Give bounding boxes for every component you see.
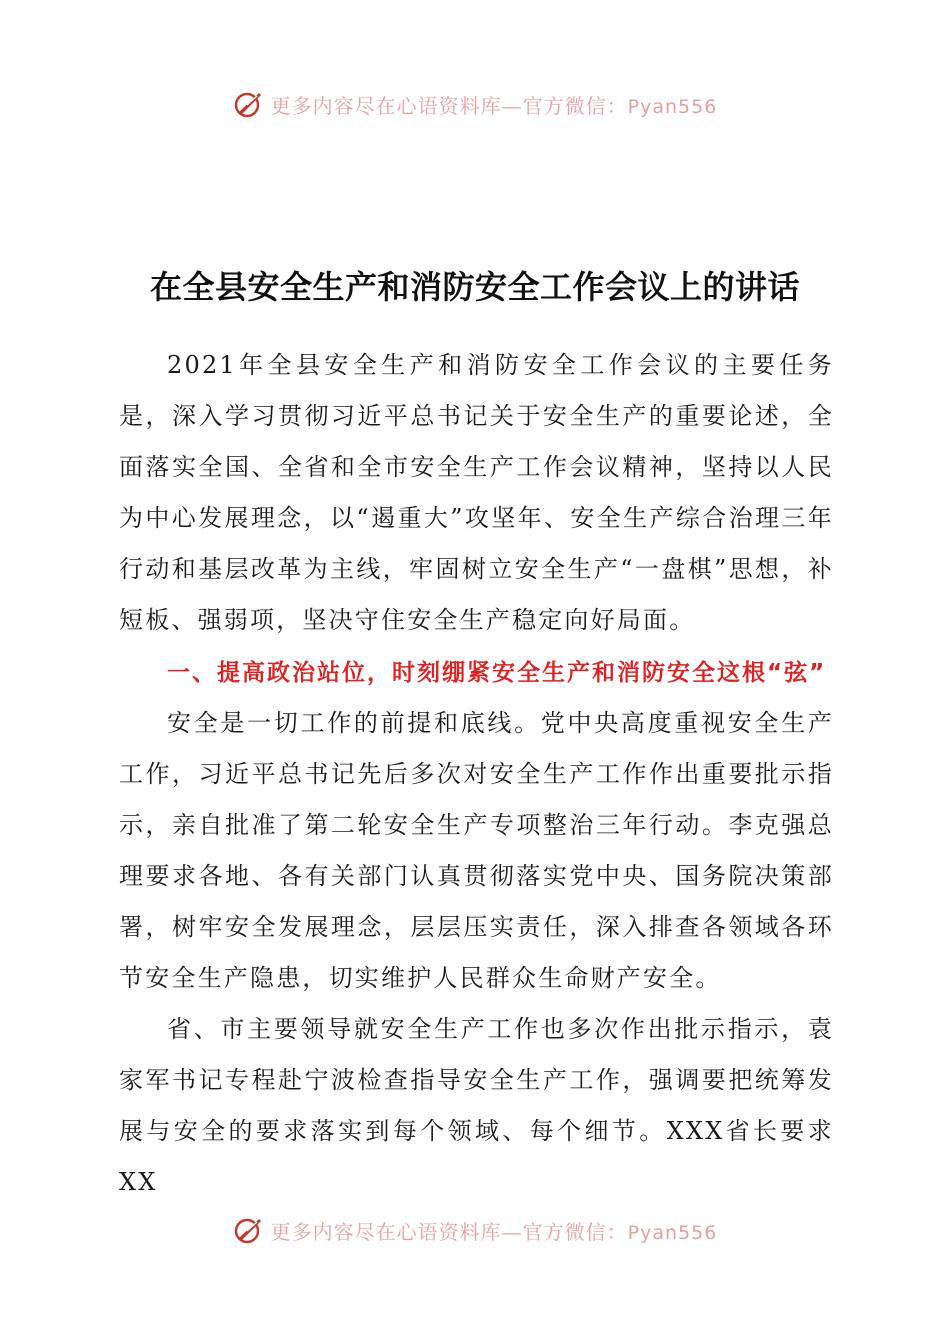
watermark-text: 更多内容尽在心语资料库—官方微信：Pyan556 <box>270 93 718 118</box>
document-title: 在全县安全生产和消防安全工作会议上的讲话 <box>149 268 800 306</box>
watermark-wechat-id: Pyan556 <box>627 95 718 118</box>
section-heading-1: 一、提高政治站位，时刻绷紧安全生产和消防安全这根“弦” <box>167 660 827 686</box>
body-paragraph-2: 安全是一切工作的前提和底线。党中央高度重视安全生产工作，习近平总书记先后多次对安全生产工作作出重要批示指示，亲自批准了第二轮安全生产专项整治三年行动。李克强总理要求各地、各有关部门认真贯彻落实党中央、国务院决策部署，树牢安全发展理念，层层压实责任，深入排查各领域各环节安全生产隐患，切实维护人民群众生命财产安全。 <box>119 709 834 992</box>
watermark-bottom <box>0 1210 950 1250</box>
document-body <box>119 340 834 1208</box>
watermark-top <box>0 84 950 124</box>
body-paragraph-3: 省、市主要领导就安全生产工作也多次作出批示指示，袁家军书记专程赴宁波检查指导安全生产工作，强调要把统筹发展与安全的要求落实到每个领域、每个细节。XXX省长要求XX <box>119 1015 834 1196</box>
watermark-text: 更多内容尽在心语资料库—官方微信：Pyan556 <box>270 1219 718 1244</box>
intro-paragraph: 2021年全县安全生产和消防安全工作会议的主要任务是，深入学习贯彻习近平总书记关于安全生产的重要论述，全面落实全国、全省和全市安全生产工作会议精神，坚持以人民为中心发展理念，以“遏重大”攻坚年、安全生产综合治理三年行动和基层改革为主线，牢固树立安全生产“一盘棋”思想，补短板、强弱项，坚决守住安全生产稳定向好局面。 <box>119 351 834 634</box>
watermark-wechat-id: Pyan556 <box>627 1221 718 1244</box>
quill-logo-icon <box>233 88 265 120</box>
quill-logo-icon <box>233 1214 265 1246</box>
